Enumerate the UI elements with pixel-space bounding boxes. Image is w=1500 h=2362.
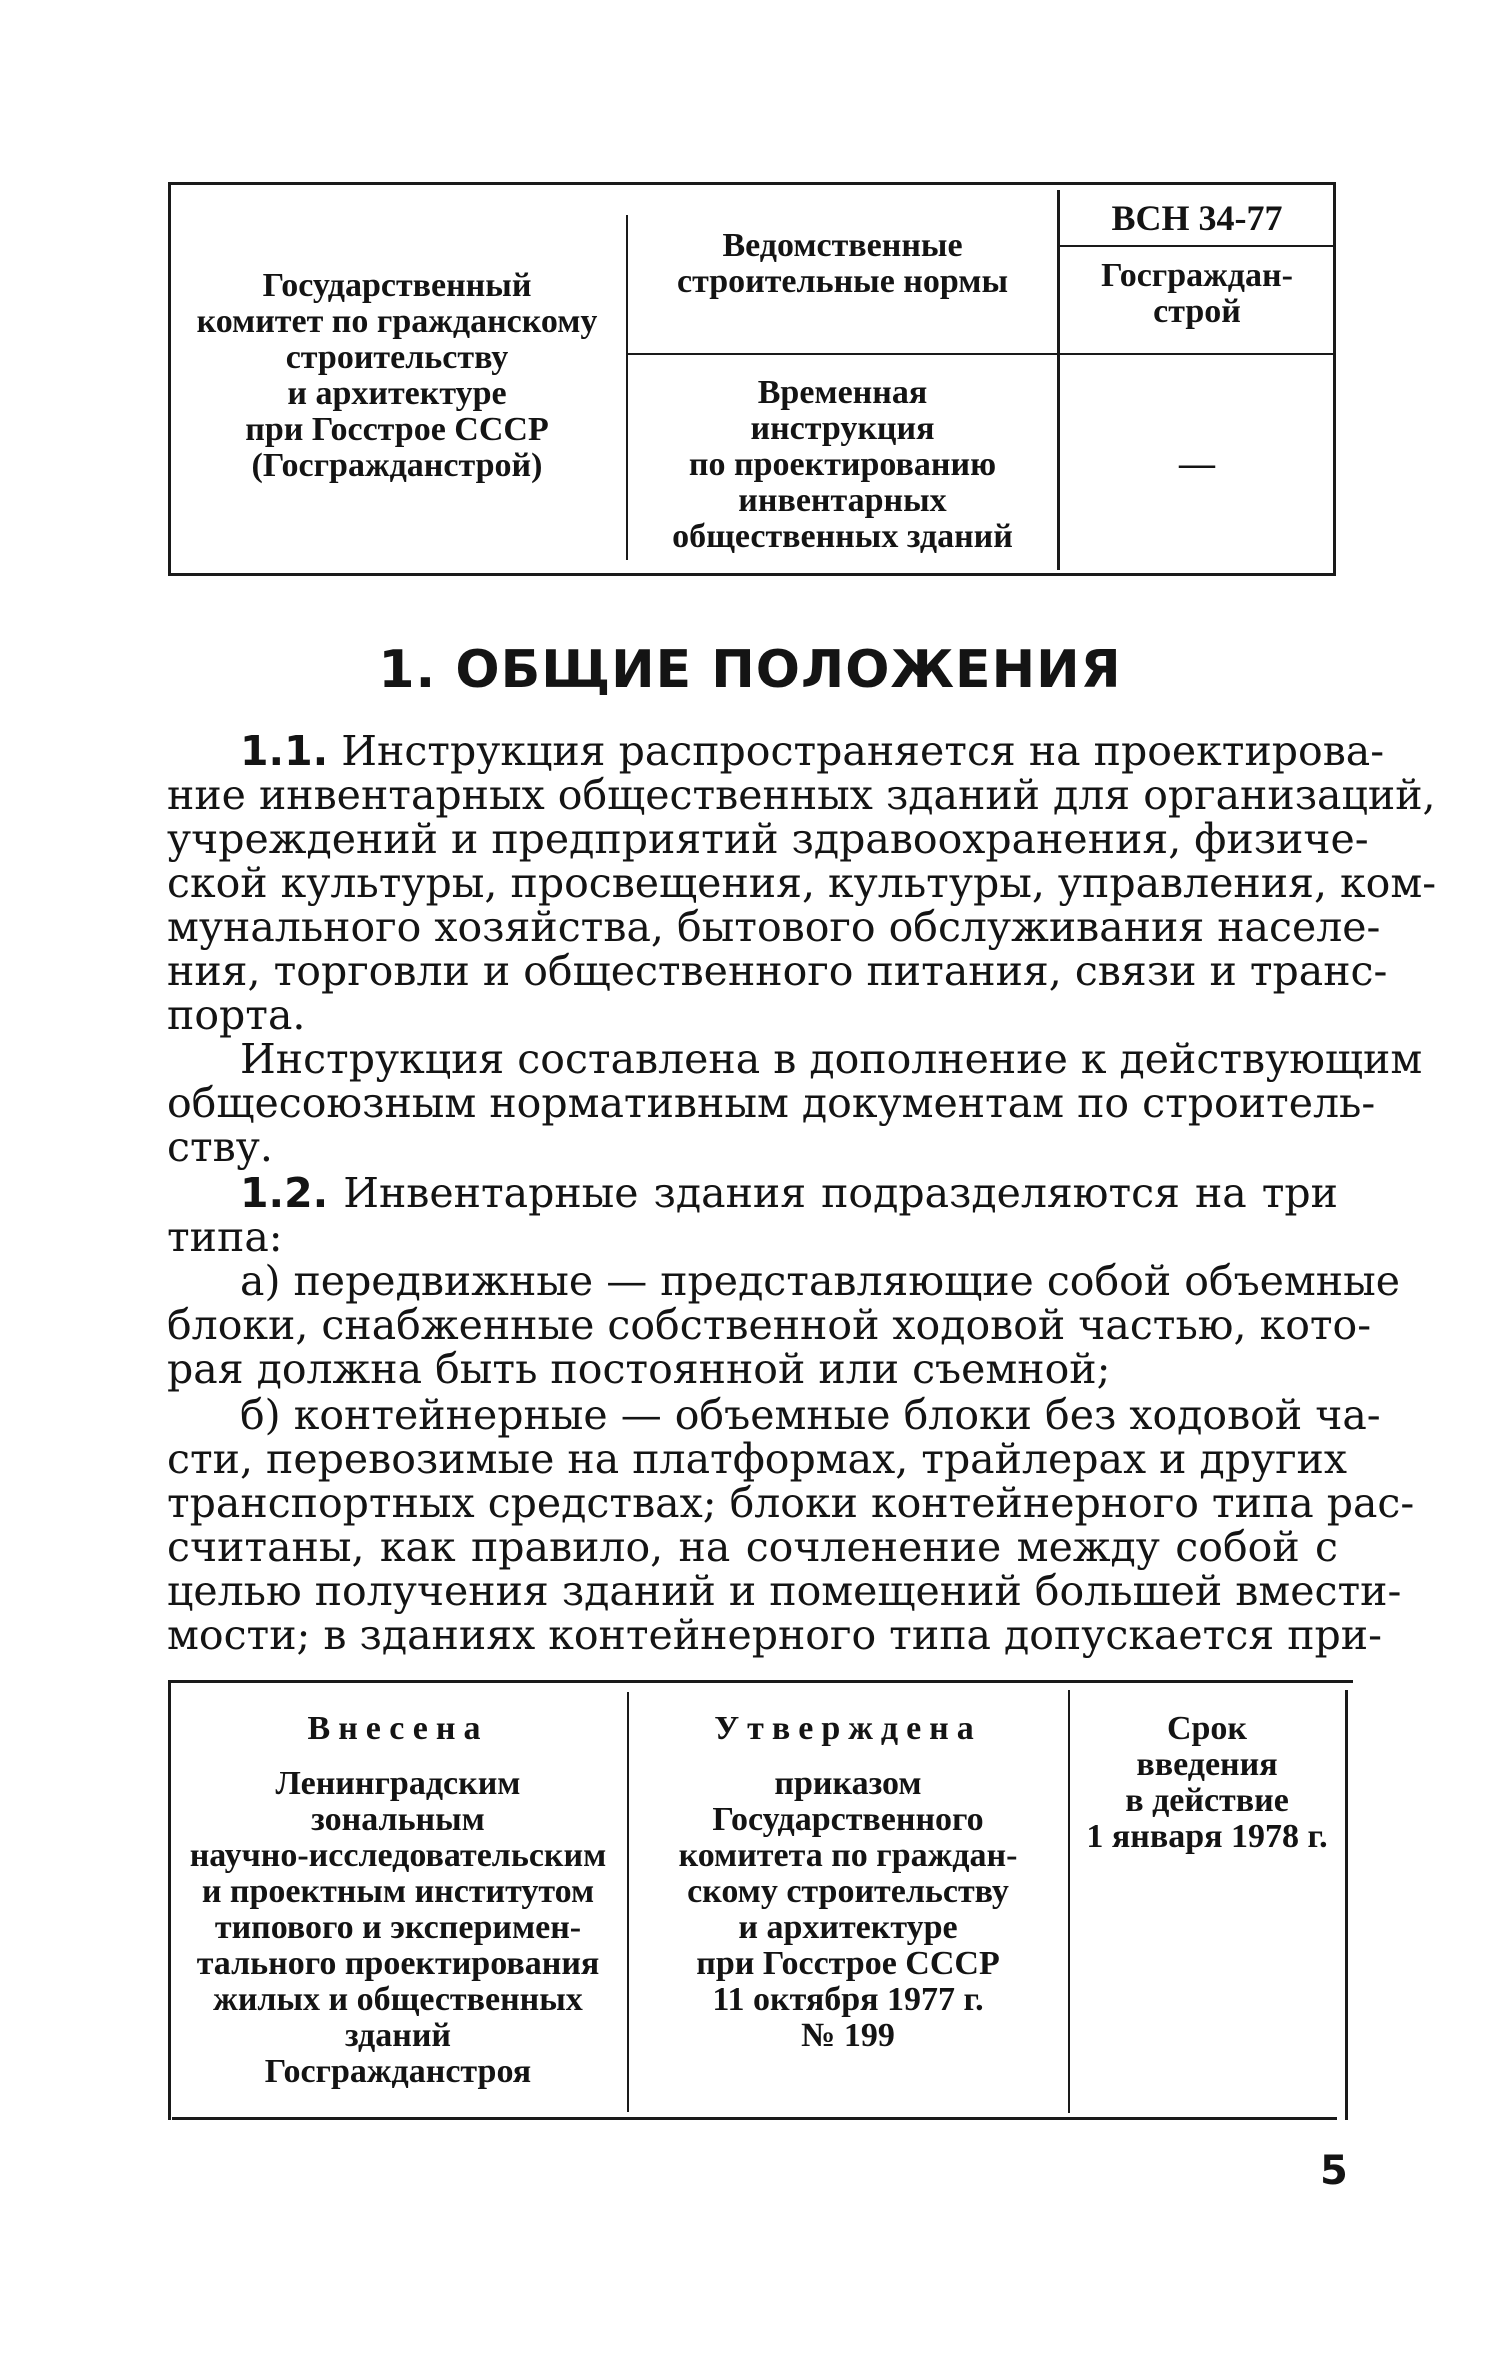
footer-divider-1 xyxy=(627,1692,629,2112)
page-number: 5 xyxy=(1320,2148,1348,2194)
paragraph-1-line: ние инвентарных общественных зданий для организаций, xyxy=(167,771,1436,819)
header-org: Госграждан- строй xyxy=(1101,257,1293,330)
paragraph-2-line: ству. xyxy=(167,1123,273,1171)
paragraph-1-line: ния, торговли и общественного питания, связи и транс- xyxy=(167,947,1388,995)
header-divider-1 xyxy=(626,215,628,560)
header-doc-title: Временная инструкция по проектированию инвентарных общественных зданий xyxy=(672,374,1013,555)
footer-divider-2 xyxy=(1068,1690,1070,2113)
clause-number: 1.2. xyxy=(240,1169,329,1217)
header-divider-2 xyxy=(1057,190,1060,570)
footer-bottom-rule xyxy=(172,2117,1337,2120)
paragraph-3-line: 1.2. Инвентарные здания подразделяются на три xyxy=(240,1169,1338,1217)
paragraph-2-line: общесоюзным нормативным документам по строитель- xyxy=(167,1079,1376,1127)
header-top-rule xyxy=(168,182,1336,185)
paragraph-1-line: ской культуры, просвещения, культуры, управления, ком- xyxy=(167,859,1437,907)
paragraph-5-line: транспортных средствах; блоки контейнерного типа рас- xyxy=(167,1479,1415,1527)
header-doc-code: ВСН 34-77 xyxy=(1111,198,1283,238)
header-doc-type: Ведомственные строительные нормы xyxy=(677,227,1008,300)
approved-by-heading: Утверждена xyxy=(714,1710,982,1747)
submitted-by-body: Ленинградским зональным научно-исследовательским и проектным институтом типового и эксперимен- тального проектирования жилых и общественных зданий Госгражданстроя xyxy=(189,1765,607,2090)
paragraph-5-line: целью получения зданий и помещений большей вмести- xyxy=(167,1567,1402,1615)
footer-left-border xyxy=(168,1680,171,2120)
paragraph-5-line: б) контейнерные — объемные блоки без ходовой ча- xyxy=(240,1391,1381,1439)
paragraph-5-line: сти, перевозимые на платформах, трайлерах и других xyxy=(167,1435,1348,1483)
paragraph-5-line: считаны, как правило, на сочленение между собой с xyxy=(167,1523,1338,1571)
header-mid-rule xyxy=(628,353,1333,355)
paragraph-1-line: мунального хозяйства, бытового обслуживания населе- xyxy=(167,903,1381,951)
approved-by-body: приказом Государственного комитета по граждан- скому строительству и архитектуре при Госстрое СССР 11 октября 1977 г. № 199 xyxy=(678,1765,1018,2054)
paragraph-2-line: Инструкция составлена в дополнение к действующим xyxy=(240,1035,1423,1083)
header-left-border xyxy=(168,182,171,576)
paragraph-5-line: мости; в зданиях контейнерного типа допускается при- xyxy=(167,1611,1382,1659)
header-issuer: Государственный комитет по гражданскому строительству и архитектуре при Госстрое СССР (Госгражданстрой) xyxy=(196,267,598,484)
footer-right-border xyxy=(1345,1690,1348,2120)
paragraph-3-line: типа: xyxy=(167,1213,283,1261)
clause-number: 1.1. xyxy=(240,727,329,775)
paragraph-4-line: рая должна быть постоянной или съемной; xyxy=(167,1345,1111,1393)
paragraph-1-line: порта. xyxy=(167,991,306,1039)
paragraph-1-line: 1.1. Инструкция распространяется на проектирова- xyxy=(240,727,1385,775)
header-code-rule xyxy=(1060,245,1333,247)
header-bottom-rule xyxy=(168,573,1336,576)
footer-top-rule xyxy=(168,1680,1353,1683)
paragraph-1-line: учреждений и предприятий здравоохранения, физиче- xyxy=(167,815,1369,863)
header-dash: — xyxy=(1179,443,1215,483)
effective-date: Срок введения в действие 1 января 1978 г. xyxy=(1086,1710,1328,1855)
paragraph-4-line: а) передвижные — представляющие собой объемные xyxy=(240,1257,1401,1305)
submitted-by-heading: Внесена xyxy=(307,1710,489,1747)
section-title: 1. ОБЩИЕ ПОЛОЖЕНИЯ xyxy=(378,640,1122,700)
paragraph-4-line: блоки, снабженные собственной ходовой частью, кото- xyxy=(167,1301,1372,1349)
header-right-border xyxy=(1333,182,1336,576)
